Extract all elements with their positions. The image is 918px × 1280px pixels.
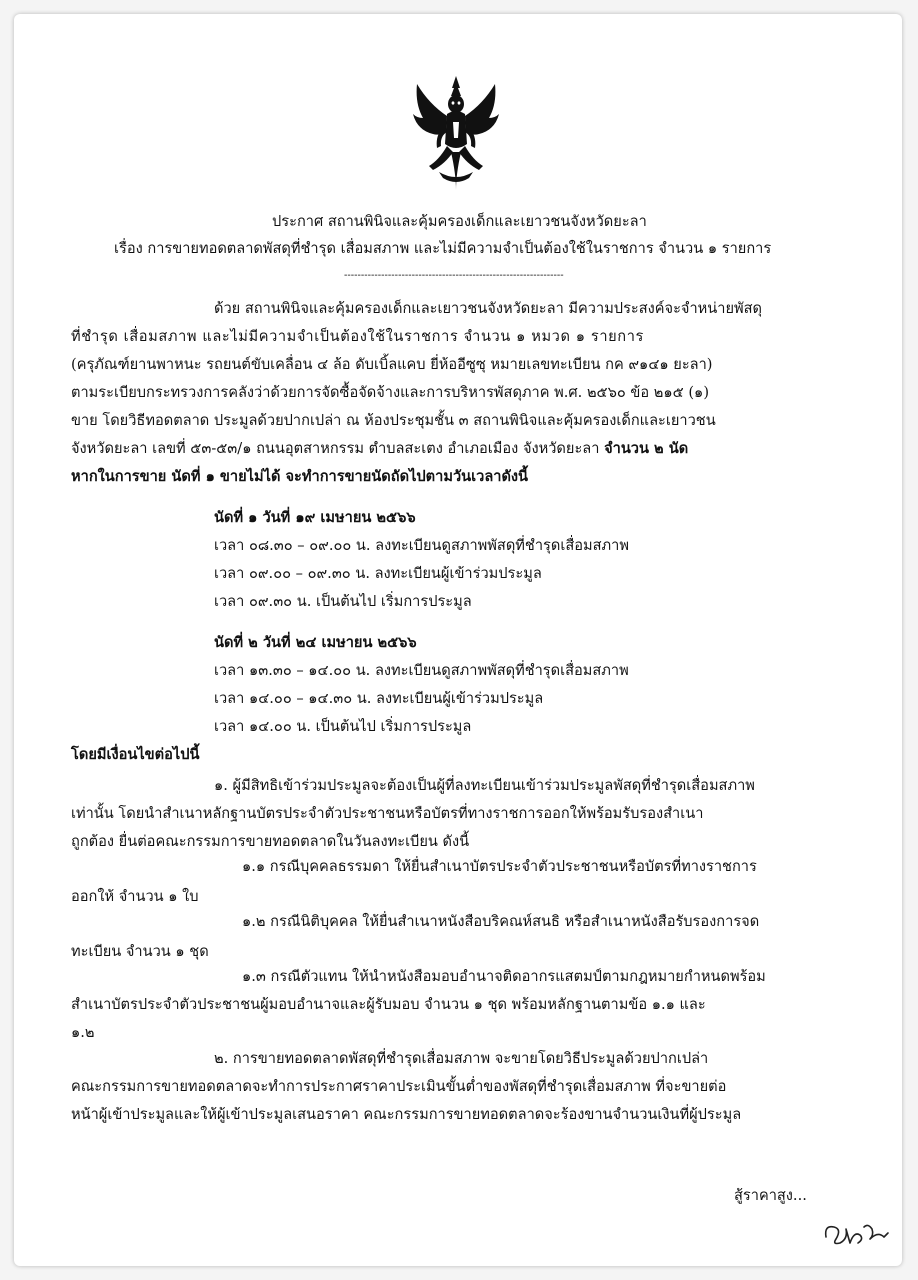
intro-line: ตามระเบียบกระทรวงการคลังว่าด้วยการจัดซื้อจัดจ้างและการบริหารพัสดุภาค พ.ศ. ๒๕๖๐ ข้อ ๒๑๕ (๑) (71, 384, 710, 401)
document-page (14, 14, 902, 1266)
intro-line: ที่ชำรุด เสื่อมสภาพ และไม่มีความจำเป็นต้องใช้ในราชการ จำนวน ๑ หมวด ๑ รายการ (71, 328, 644, 345)
condition-1-3-line: ๑.๒ (71, 1024, 95, 1041)
condition-1-1-line: ๑.๑ กรณีบุคคลธรรมดา ให้ยื่นสำเนาบัตรประจำตัวประชาชนหรือบัตรที่ทางราชการ (242, 858, 757, 875)
intro-line (71, 439, 688, 459)
schedule-2-item: เวลา ๑๔.๐๐ น. เป็นต้นไป เริ่มการประมูล (214, 718, 472, 735)
schedule-1-item: เวลา ๐๙.๓๐ น. เป็นต้นไป เริ่มการประมูล (214, 593, 472, 610)
condition-2-line: หน้าผู้เข้าประมูลและให้ผู้เข้าประมูลเสนอราคา คณะกรรมการขายทอดตลาดจะร้องขานจำนวนเงินที่ผู้ประมูล (71, 1106, 742, 1123)
schedule-2-item: เวลา ๑๔.๐๐ – ๑๔.๓๐ น. ลงทะเบียนผู้เข้าร่วมประมูล (214, 690, 544, 707)
condition-1-2-line: ๑.๒ กรณีนิติบุคคล ให้ยื่นสำเนาหนังสือบริคณห์สนธิ หรือสำเนาหนังสือรับรองการจด (242, 913, 760, 930)
garuda-emblem-icon (409, 74, 503, 192)
continuation-text: สู้ราคาสูง... (734, 1187, 807, 1204)
intro-line-bold: จำนวน ๒ นัด (604, 440, 689, 457)
intro-line-text: จังหวัดยะลา เลขที่ ๕๓-๕๓/๑ ถนนอุตสาหกรรม ตำบลสะเตง อำเภอเมือง จังหวัดยะลา (71, 440, 605, 457)
conditions-heading: โดยมีเงื่อนไขต่อไปนี้ (71, 746, 200, 763)
schedule-2-item: เวลา ๑๓.๓๐ – ๑๔.๐๐ น. ลงทะเบียนดูสภาพพัสดุที่ชำรุดเสื่อมสภาพ (214, 662, 629, 679)
title-separator: ----------------------------------------------------------------- (344, 270, 564, 281)
condition-2-line: ๒. การขายทอดตลาดพัสดุที่ชำรุดเสื่อมสภาพ จะขายโดยวิธีประมูลด้วยปากเปล่า (214, 1050, 709, 1067)
condition-1-line: ๑. ผู้มีสิทธิเข้าร่วมประมูลจะต้องเป็นผู้ที่ลงทะเบียนเข้าร่วมประมูลพัสดุที่ชำรุดเสื่อมสภาพ (214, 777, 755, 794)
condition-1-1-line: ออกให้ จำนวน ๑ ใบ (71, 888, 199, 905)
signature-icon (820, 1217, 892, 1251)
intro-line: ขาย โดยวิธีทอดตลาด ประมูลด้วยปากเปล่า ณ ห้องประชุมชั้น ๓ สถานพินิจและคุ้มครองเด็กและเยาวชน (71, 412, 716, 429)
condition-2-line: คณะกรรมการขายทอดตลาดจะทำการประกาศราคาประเมินขั้นต่ำของพัสดุที่ชำรุดเสื่อมสภาพ ที่จะขายต่อ (71, 1078, 727, 1095)
intro-line: (ครุภัณฑ์ยานพาหนะ รถยนต์ขับเคลื่อน ๔ ล้อ ดับเบิ้ลแคบ ยี่ห้ออีซูซุ หมายเลขทะเบียน กค ๙๑๔๑ ยะลา) (71, 356, 713, 373)
schedule-1-heading: นัดที่ ๑ วันที่ ๑๙ เมษายน ๒๕๖๖ (214, 509, 416, 526)
schedule-2-heading: นัดที่ ๒ วันที่ ๒๔ เมษายน ๒๕๖๖ (214, 634, 417, 651)
intro-line-bold: หากในการขาย นัดที่ ๑ ขายไม่ได้ จะทำการขายนัดถัดไปตามวันเวลาดังนี้ (71, 468, 529, 485)
schedule-1-item: เวลา ๐๙.๐๐ – ๐๙.๓๐ น. ลงทะเบียนผู้เข้าร่วมประมูล (214, 565, 542, 582)
intro-line: ด้วย สถานพินิจและคุ้มครองเด็กและเยาวชนจังหวัดยะลา มีความประสงค์จะจำหน่ายพัสดุ (214, 300, 763, 317)
announcement-title: ประกาศ สถานพินิจและคุ้มครองเด็กและเยาวชนจังหวัดยะลา (272, 213, 647, 230)
schedule-1-item: เวลา ๐๘.๓๐ – ๐๙.๐๐ น. ลงทะเบียนดูสภาพพัสดุที่ชำรุดเสื่อมสภาพ (214, 537, 629, 554)
announcement-subject: เรื่อง การขายทอดตลาดพัสดุที่ชำรุด เสื่อมสภาพ และไม่มีความจำเป็นต้องใช้ในราชการ จำนวน ๑ รายการ (114, 240, 772, 257)
condition-1-3-line: สำเนาบัตรประจำตัวประชาชนผู้มอบอำนาจและผู้รับมอบ จำนวน ๑ ชุด พร้อมหลักฐานตามข้อ ๑.๑ และ (71, 996, 706, 1013)
condition-1-line: เท่านั้น โดยนำสำเนาหลักฐานบัตรประจำตัวประชาชนหรือบัตรที่ทางราชการออกให้พร้อมรับรองสำเนา (71, 805, 704, 822)
condition-1-3-line: ๑.๓ กรณีตัวแทน ให้นำหนังสือมอบอำนาจติดอากรแสตมป์ตามกฎหมายกำหนดพร้อม (242, 968, 766, 985)
condition-1-2-line: ทะเบียน จำนวน ๑ ชุด (71, 943, 209, 960)
condition-1-line: ถูกต้อง ยื่นต่อคณะกรรมการขายทอดตลาดในวันลงทะเบียน ดังนี้ (71, 833, 470, 850)
